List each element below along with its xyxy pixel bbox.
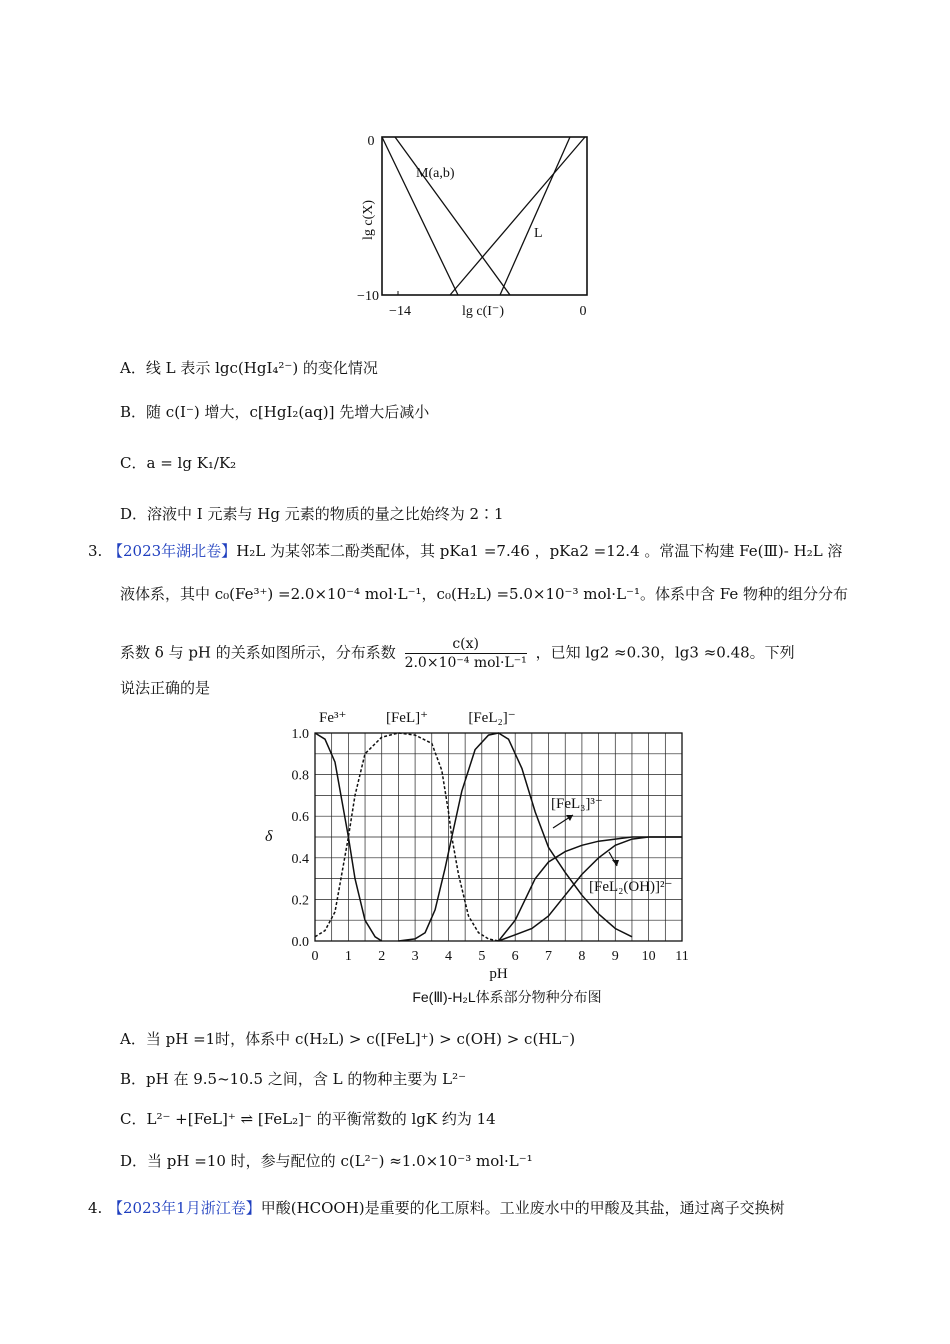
q3-fraction: c(x) 2.0×10⁻⁴ mol·L⁻¹	[404, 636, 527, 671]
figure-1-line-b	[395, 137, 510, 295]
chart-caption: Fe(Ⅲ)-H₂L体系部分物种分布图	[412, 989, 602, 1005]
q3-number: 3.	[88, 542, 103, 560]
series-label-0: Fe³⁺	[319, 710, 347, 726]
x-tick-label: 11	[675, 949, 689, 964]
x-tick-label: 0	[311, 949, 319, 964]
q3-source-tag: 【2023年湖北卷】	[108, 542, 237, 560]
x-tick-label: 8	[578, 949, 586, 964]
q4-source-tag: 【2023年1月浙江卷】	[108, 1199, 261, 1217]
y-tick-label: 0.8	[291, 768, 309, 784]
y-tick-label: 0.6	[291, 810, 309, 826]
y-tick-label: 0.4	[291, 851, 309, 867]
y-tick-label: 1.0	[291, 727, 309, 742]
q4-line-1: 【2023年1月浙江卷】甲酸(HCOOH)是重要的化工原料。工业废水中的甲酸及其盐，通过离子交换树	[108, 1199, 785, 1217]
q3-option-a[interactable]: A．当 pH =1时，体系中 c(H₂L) > c([FeL]⁺) > c(OH) > c(HL⁻)	[120, 1030, 576, 1048]
y-axis-label: δ	[265, 828, 273, 846]
figure-1-line-L	[500, 137, 570, 295]
arrowhead-fel3	[566, 815, 573, 821]
figure-1-x-right: 0	[579, 304, 587, 319]
y-tick-label: 0.0	[291, 935, 309, 950]
series-label-4: [FeL₂(OH)]²⁻	[589, 879, 673, 895]
figure-1-graph	[350, 125, 600, 325]
q3-line-4: 说法正确的是	[120, 679, 211, 697]
series-label-3: [FeL₃]³⁻	[551, 796, 603, 812]
q3-option-d[interactable]: D．当 pH =10 时，参与配位的 c(L²⁻) ≈1.0×10⁻³ mol·L⁻¹	[120, 1152, 533, 1170]
q2-option-d[interactable]: D．溶液中 I 元素与 Hg 元素的物质的量之比始终为 2∶1	[120, 505, 504, 523]
q2-option-a[interactable]: A．线 L 表示 lgc(HgI₄²⁻) 的变化情况	[120, 359, 378, 377]
q4-number: 4.	[88, 1199, 103, 1217]
x-tick-label: 4	[444, 949, 452, 964]
x-tick-label: 3	[411, 949, 419, 964]
figure-1-line-c	[450, 137, 585, 295]
figure-1-line-a	[382, 137, 458, 295]
figure-1-line-label: L	[534, 226, 543, 241]
x-tick-label: 9	[611, 949, 619, 964]
figure-1-x-label: lg c(I⁻)	[462, 304, 504, 319]
q3-option-c[interactable]: C．L²⁻ +[FeL]⁺ ⇌ [FeL₂]⁻ 的平衡常数的 lgK 约为 14	[120, 1110, 496, 1128]
figure-1-y-top: 0	[367, 134, 375, 149]
x-axis-label: pH	[489, 966, 508, 982]
x-tick-label: 10	[641, 949, 656, 964]
q3-option-b[interactable]: B．pH 在 9.5~10.5 之间，含 L 的物种主要为 L²⁻	[120, 1070, 466, 1088]
figure-1-x-left: −14	[389, 304, 411, 319]
q3-line-1: 【2023年湖北卷】H₂L 为某邻苯二酚类配体，其 pKa1 =7.46 ，pKa2 =12.4 。常温下构建 Fe(Ⅲ)- H₂L 溶	[108, 542, 843, 560]
figure-1-y-bottom: −10	[357, 289, 379, 304]
q2-option-c[interactable]: C．a = lg K₁/K₂	[120, 454, 237, 472]
x-tick-label: 5	[478, 949, 486, 964]
figure-1-y-label: lg c(X)	[361, 199, 376, 241]
figure-1-point-label: M(a,b)	[416, 166, 455, 181]
x-tick-label: 7	[545, 949, 553, 964]
y-tick-label: 0.2	[291, 893, 309, 909]
x-tick-label: 6	[511, 949, 519, 964]
x-tick-label: 2	[378, 949, 386, 964]
q3-line-3: 系数 δ 与 pH 的关系如图所示，分布系数 c(x) 2.0×10⁻⁴ mol·L⁻¹ ，已知 lg2 ≈0.30，lg3 ≈0.48。下列	[120, 636, 795, 671]
species-distribution-chart	[255, 700, 705, 1010]
q3-line-2: 液体系，其中 c₀(Fe³⁺) =2.0×10⁻⁴ mol·L⁻¹，c₀(H₂L) =5.0×10⁻³ mol·L⁻¹。体系中含 Fe 物种的组分分布	[120, 585, 848, 603]
series-label-1: [FeL]⁺	[385, 710, 429, 726]
series-label-2: [FeL₂]⁻	[468, 710, 516, 726]
x-tick-label: 1	[344, 949, 352, 964]
q2-option-b[interactable]: B．随 c(I⁻) 增大，c[HgI₂(aq)] 先增大后减小	[120, 403, 430, 421]
